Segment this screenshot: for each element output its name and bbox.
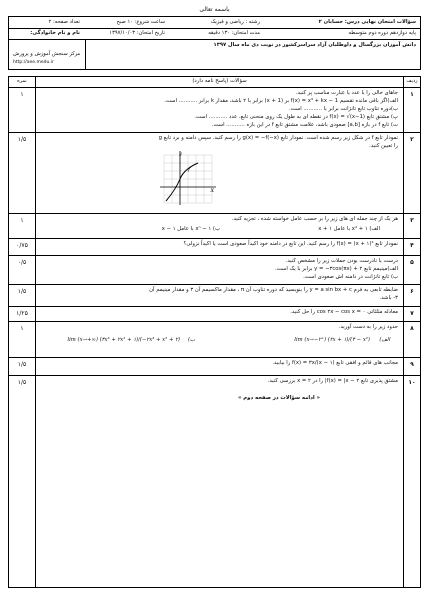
q1-line: جاهای خالی را با عدد یا عبارت مناسب پر کنید.	[295, 90, 398, 96]
exam-header	[8, 16, 421, 70]
q5-line: الف)مینیمم تابع y = −۳cos(πx) + ۲ برابر با یک است.	[275, 266, 398, 272]
question-number: ۳	[410, 217, 414, 224]
q9-line: مجانب های قائم و افقی تابع f(x) = ۳x/(x − ۱) را بیابید.	[272, 360, 398, 366]
q3-part-b: ب) xⁿ − ۱ با عامل x − ۱	[161, 226, 220, 232]
x-axis-label: X	[210, 188, 214, 194]
q6-line: ضابطه تابعی به فرم y = a sin bx + c را بنویسید که دوره تناوب آن π ، مقدار ماکسیمم آن ۳ و مقدار مینیمم آن	[149, 287, 398, 293]
col-questions-header: سؤالات (پاسخ نامه دارد)	[192, 78, 247, 84]
continuation-note: « ادامه سؤالات در صفحه دوم »	[238, 395, 320, 401]
question-score: ۱/۲۵	[16, 310, 28, 317]
q7-line: معادله مثلثاتی cos ۲x − cos x = ۰ را حل کنید.	[290, 309, 398, 315]
question-number: ۴	[410, 242, 414, 249]
q4-line: نمودار تابع f(x) = (x + ۱)² را رسم کنید. این تابع در دامنه خود اکیداً صعودی است یا اکیداً نزولی؟	[183, 241, 398, 247]
function-graph	[158, 149, 220, 207]
q3-line: هر یک از چند جمله ای های زیر را بر حسب عامل خواسته شده ، تجزیه کنید.	[231, 216, 398, 222]
student-name-label: نام و نام خانوادگی:	[30, 30, 80, 36]
question-score: ۰/۵	[17, 259, 27, 266]
q10-line: مشتق پذیری تابع f(x) = |x − ۲| را در x = ۲ بررسی کنید.	[267, 378, 398, 384]
question-score: ۱/۵	[17, 288, 27, 295]
question-number: ۱	[410, 91, 414, 98]
q8-limit-a: lim (x→−۲⁺) (۲x + ۱)/(۴ − x²)	[294, 337, 370, 343]
assessment-center: مرکز سنجش آموزش و پرورش	[13, 51, 81, 57]
question-score: ۰/۷۵	[16, 242, 28, 249]
questions-table	[8, 76, 421, 588]
exam-page	[8, 6, 421, 590]
q5-line: ب) تابع تانژانت در دامنه اش صعودی است.	[303, 274, 398, 280]
question-score: ۱	[20, 91, 24, 98]
question-number: ۵	[410, 259, 414, 266]
subject: سؤالات امتحان نهایی درس: حسابان ۲	[318, 19, 416, 25]
question-score: ۱/۵	[17, 136, 27, 143]
col-row-header: ردیف	[406, 78, 418, 84]
question-score: ۱	[20, 325, 24, 332]
question-score: ۱/۵	[17, 361, 27, 368]
q1-line: الف)اگر باقی مانده تقسیم f(x) = x³ + kx − 1 بر (x + 1) برابر با ۲ باشد، مقدار k برابر ........... است.	[164, 98, 398, 104]
q5-line: درست یا نادرست بودن جملات زیر را مشخص کنید.	[285, 258, 398, 264]
q2-line: نمودار تابع f در شکل زیر رسم شده است. نمودار تابع g(x) = −f(−x) را رسم کنید. سپس دامنه و برد تابع g	[158, 135, 398, 141]
q2-line: را تعیین کنید.	[369, 143, 398, 149]
q1-line: ت) تابع f در بازه [a,b] صعودی باشد، علامت مشتق تابع f در این بازه ........... است.	[211, 122, 398, 128]
q1-line: پ) مشتق تابع f(x) = √(x−1) در نقطه ای به طول یک روی منحنی تابع، عدد ........... است.	[194, 114, 398, 120]
exam-description: دانش آموزان بزرگسال و داوطلبان آزاد سراسرکشور در نوبت دی ماه سال ۱۳۹۷	[213, 42, 416, 48]
question-score: ۱/۵	[17, 379, 27, 386]
question-number: ۹	[410, 361, 414, 368]
duration: مدت امتحان: ۱۳۰ دقیقه	[208, 30, 260, 36]
f-curve	[166, 163, 198, 201]
q8-limit-label-a: الف)	[379, 337, 390, 343]
page-count: تعداد صفحه: ۲	[48, 19, 80, 25]
question-number: ۲	[410, 136, 414, 143]
question-number: ۸	[410, 325, 414, 332]
question-number: ۷	[410, 310, 414, 317]
q8-limit-label-b: ب)	[187, 337, 195, 343]
grade: پایه دوازدهم دوره دوم متوسطه	[348, 30, 416, 36]
q6-line: ۳- باشد.	[379, 295, 398, 301]
page-heading: باسمه تعالی	[199, 6, 230, 13]
q8-line: حدود زیر را به دست آورید.	[338, 324, 398, 330]
question-number: ۱۰	[408, 379, 416, 386]
question-score: ۱	[20, 217, 24, 224]
exam-date: تاریخ امتحان: ۱۳۹۷/۱۰/۰۳	[109, 30, 165, 36]
question-number: ۶	[410, 288, 414, 295]
curve-label: f	[188, 167, 190, 173]
q3-part-a: الف) x⁴ + ۱ با عامل x + ۱	[318, 226, 380, 232]
start-time: ساعت شروع: ۱۰ صبح	[116, 19, 165, 25]
field: رشته : ریاضی و فیزیک	[210, 19, 260, 25]
y-axis-label: y	[179, 151, 182, 157]
q1-line: ب)دوره تناوب تابع تانژانت برابر با ........... است.	[288, 106, 398, 112]
q8-limit-b: lim (x→+∞) (۴x³ + ۲x² + ۱)/(−۲x³ + x² + ۲)	[67, 337, 180, 343]
center-url[interactable]: http://aee.medu.ir	[13, 60, 54, 65]
col-score-header: نمره	[17, 78, 27, 84]
